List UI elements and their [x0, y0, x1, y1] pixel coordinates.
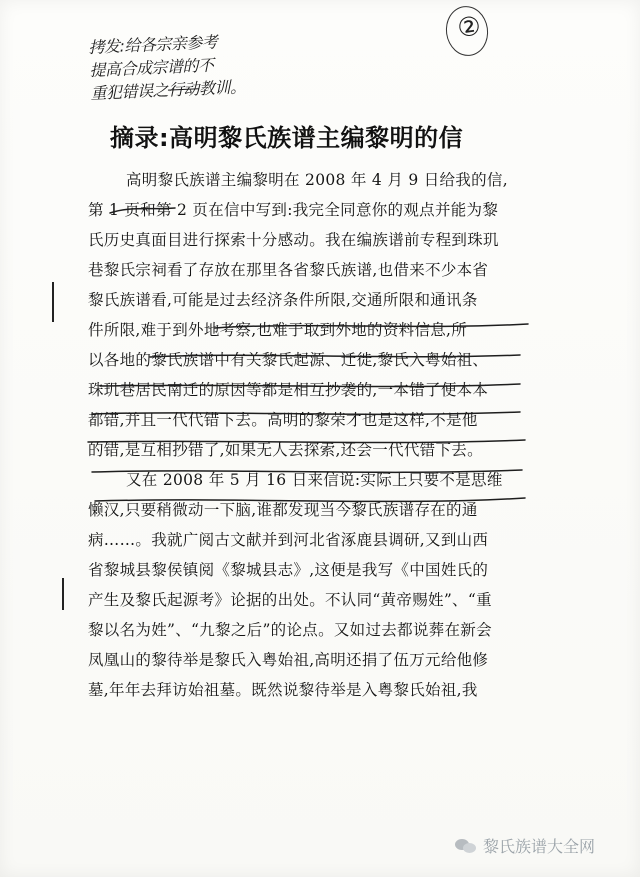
page-number: ② [455, 11, 483, 45]
text-line: 巷黎氏宗祠看了存放在那里各省黎氏族谱,也借来不少本省 [88, 261, 489, 279]
text-line: 黎氏族谱看,可能是过去经济条件所限,交通所限和通讯条 [88, 291, 478, 309]
text-line: 氏历史真面目进行探索十分感动。我在编族谱前专程到珠玑 [88, 231, 499, 249]
watermark [455, 834, 595, 857]
text-line: 病……。我就广阅古文献并到河北省涿鹿县调研,又到山西 [88, 531, 489, 549]
text-line: 墓,年年去拜访始祖墓。既然说黎待举是入粤黎氏始祖,我 [88, 681, 478, 699]
handwritten-line-3-end: 教训。 [198, 77, 246, 99]
handwritten-strikeout: 行动 [167, 79, 200, 100]
text-line: 高明黎氏族谱主编黎明在 2008 年 4 月 9 日给我的信, [126, 171, 508, 189]
text-line: 产生及黎氏起源考》论据的出处。不认同“黄帝赐姓”、“重 [88, 591, 492, 609]
handwritten-line-2: 提高合成宗谱的不 [89, 55, 214, 80]
handwritten-line-3-start: 重犯错误之 [90, 80, 169, 103]
text-line: 黎以名为姓”、“九黎之后”的论点。又如过去都说葬在新会 [88, 621, 492, 639]
handwritten-line-1: 拷发:给各宗亲参考 [88, 32, 218, 57]
wechat-icon [455, 837, 477, 855]
margin-bracket-mark [62, 578, 68, 610]
text-line: 凤凰山的黎待举是黎氏入粤始祖,高明还捐了伍万元给他修 [88, 651, 489, 669]
watermark-text: 黎氏族谱大全网 [483, 837, 596, 856]
text-line: 第 1 页和第 2 页在信中写到:我完全同意你的观点并能为黎 [88, 201, 499, 219]
letter-body [88, 165, 528, 705]
text-line: 珠玑巷居民南迁的原因等都是相互抄袭的,一本错了便本本 [88, 381, 489, 399]
text-line: 件所限,难于到外地考察,也难于取到外地的资料信息,所 [88, 321, 468, 339]
margin-bracket-mark [52, 282, 58, 322]
text-line: 懒汉,只要稍微动一下脑,谁都发现当今黎氏族谱存在的通 [88, 501, 478, 519]
text-line: 的错,是互相抄错了,如果无人去探索,还会一代代错下去。 [88, 441, 483, 459]
text-line: 又在 2008 年 5 月 16 日来信说:实际上只要不是思维 [126, 471, 503, 489]
page-number-circle [443, 3, 492, 58]
handwritten-note [88, 26, 331, 105]
text-line: 省黎城县黎侯镇阅《黎城县志》,这便是我写《中国姓氏的 [88, 561, 489, 579]
text-line: 以各地的黎氏族谱中有关黎氏起源、迁徙,黎氏入粤始祖、 [88, 351, 489, 369]
document-title: 摘录:高明黎氏族谱主编黎明的信 [110, 124, 464, 152]
text-line: 都错,并且一代代错下去。高明的黎荣才也是这样,不是他 [88, 411, 478, 429]
